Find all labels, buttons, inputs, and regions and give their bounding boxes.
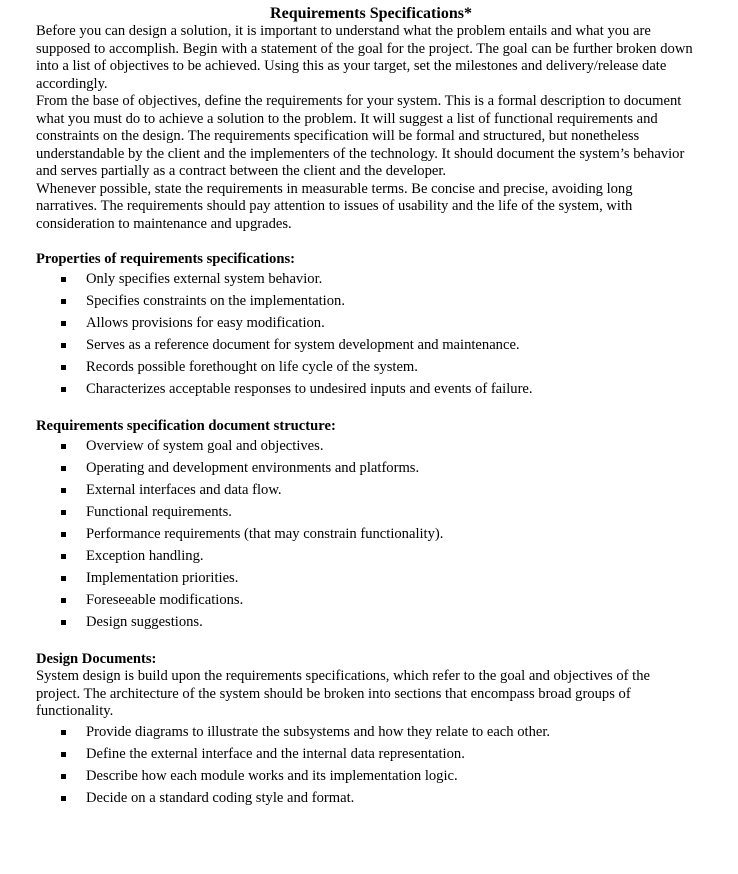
list-item (36, 290, 696, 312)
list-item-text: Design suggestions. (86, 614, 203, 630)
design-heading: Design Documents: (36, 651, 157, 667)
list-item (36, 787, 696, 809)
structure-list (36, 435, 696, 633)
list-item-text: Only specifies external system behavior. (86, 271, 323, 287)
bullet-icon (61, 576, 66, 581)
document-title: Requirements Specifications* (270, 5, 472, 22)
bullet-icon (61, 532, 66, 537)
bullet-icon (61, 554, 66, 559)
list-item (36, 378, 696, 400)
list-item-text: Exception handling. (86, 548, 204, 564)
bullet-icon (61, 466, 66, 471)
bullet-icon (61, 321, 66, 326)
bullet-icon (61, 510, 66, 515)
properties-heading: Properties of requirements specifications: (36, 251, 295, 267)
structure-heading: Requirements specification document structure: (36, 418, 336, 434)
list-item-text: Decide on a standard coding style and format. (86, 789, 355, 806)
list-item (36, 721, 696, 743)
bullet-icon (61, 730, 66, 735)
bullet-icon (61, 387, 66, 392)
bullet-icon (61, 598, 66, 603)
intro-paragraph: Before you can design a solution, it is important to understand what the problem entails and what you are supposed to accomplish. Begin with a statement of the goal for the project. The goal can be further broken down into a list of objectives to be achieved. Using this as your target, set the milestones and delivery/release date accordingly. (36, 23, 693, 92)
properties-list (36, 268, 696, 400)
list-item (36, 567, 696, 589)
list-item-text: Implementation priorities. (86, 570, 239, 586)
bullet-icon (61, 365, 66, 370)
list-item-text: Specifies constraints on the implementation. (86, 293, 345, 309)
list-item (36, 611, 696, 633)
bullet-icon (61, 444, 66, 449)
list-item-text: Describe how each module works and its implementation logic. (86, 767, 458, 784)
list-item-text: Foreseeable modifications. (86, 592, 244, 608)
list-item-text: Operating and development environments and platforms. (86, 460, 420, 476)
list-item-text: Allows provisions for easy modification. (86, 315, 325, 331)
list-item (36, 435, 696, 457)
design-list (36, 721, 696, 809)
list-item (36, 479, 696, 501)
bullet-icon (61, 620, 66, 625)
list-item-text: Performance requirements (that may constrain functionality). (86, 526, 444, 542)
list-item (36, 523, 696, 545)
list-item (36, 501, 696, 523)
bullet-icon (61, 796, 66, 801)
list-item (36, 312, 696, 334)
bullet-icon (61, 299, 66, 304)
list-item-text: External interfaces and data flow. (86, 482, 282, 498)
measurable-terms-paragraph: Whenever possible, state the requirements in measurable terms. Be concise and precise, avoiding long narratives. The requirements should pay attention to issues of usability and the life of the system, with consideration to maintenance and upgrades. (36, 180, 633, 232)
list-item-text: Overview of system goal and objectives. (86, 438, 324, 454)
list-item (36, 457, 696, 479)
design-intro-paragraph: System design is build upon the requirements specifications, which refer to the goal and objectives of the project. The architecture of the system should be broken into sections that encompass broad groups of functionality. (36, 668, 650, 719)
list-item (36, 268, 696, 290)
list-item-text: Functional requirements. (86, 504, 232, 520)
list-item-text: Provide diagrams to illustrate the subsystems and how they relate to each other. (86, 723, 551, 740)
list-item-text: Define the external interface and the internal data representation. (86, 745, 465, 762)
document-page (36, 5, 696, 809)
requirements-paragraph: From the base of objectives, define the requirements for your system. This is a formal description to document what you must do to achieve a solution to the problem. It will suggest a list of functional requirements and constraints on the design. The requirements specification will be formal and structured, but nonetheless understandable by the client and the implementers of the technology. It should document the system’s behavior and serves partially as a contract between the client and the developer. (36, 93, 685, 179)
bullet-icon (61, 488, 66, 493)
list-item (36, 334, 696, 356)
list-item-text: Serves as a reference document for system development and maintenance. (86, 337, 520, 353)
bullet-icon (61, 774, 66, 779)
list-item-text: Characterizes acceptable responses to undesired inputs and events of failure. (86, 381, 533, 397)
list-item (36, 765, 696, 787)
list-item (36, 545, 696, 567)
bullet-icon (61, 752, 66, 757)
list-item (36, 356, 696, 378)
bullet-icon (61, 343, 66, 348)
list-item-text: Records possible forethought on life cycle of the system. (86, 359, 418, 375)
bullet-icon (61, 277, 66, 282)
list-item (36, 743, 696, 765)
list-item (36, 589, 696, 611)
